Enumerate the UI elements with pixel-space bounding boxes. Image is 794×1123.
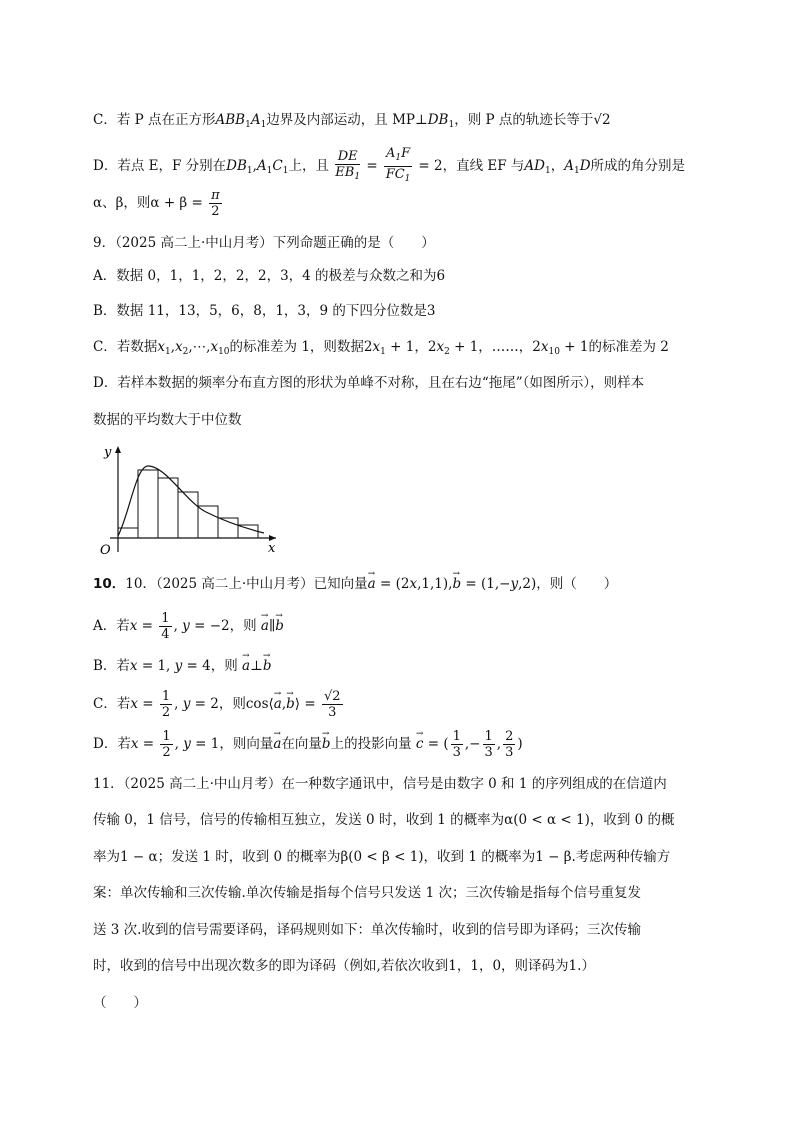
q11-answer-blank: （ ） xyxy=(93,995,147,1011)
q9-option-a: A．数据 0，1，1，2，2，2，3，4 的极差与众数之和为6 xyxy=(93,268,446,284)
q9-option-d-cont: 数据的平均数大于中位数 xyxy=(93,412,242,428)
histogram-x-label: x xyxy=(268,541,276,556)
q9-option-b: B．数据 11，13，5，6，8，1，3，9 的下四分位数是3 xyxy=(93,303,436,319)
q10-option-c: C．若x = $\frac{1}{2}$ , y = 2，则cos⟨→ a,→ b⟩ = $\frac{√2}{3}$ xyxy=(93,688,345,720)
q11-line-6: 时，收到的信号中出现次数多的即为译码（例如,若依次收到1，1，0，则译码为1.） xyxy=(93,958,595,974)
q11-line-5: 送 3 次.收到的信号需要译码，译码规则如下：单次传输时，收到的信号即为译码；三次传输 xyxy=(93,922,641,938)
q8-option-d-cont: α、β，则α + β = $\frac{\pi}{2}$ xyxy=(93,188,220,219)
q10-option-a: A．若x = $\frac{1}{4}$ , y = −2，则 → a∥→ b xyxy=(93,610,284,642)
q11-line-3: 率为1 − α；发送 1 时，收到 0 的概率为β(0 < β < 1)，收到 1 的概率为1 − β.考虑两种传输方 xyxy=(93,849,671,865)
q9-stem: 9．（2025 高二上·中山月考）下列命题正确的是（ ） xyxy=(93,235,435,251)
q11-line-4: 案：单次传输和三次传输.单次传输是指每个信号只发送 1 次；三次传输是指每个信号重复发 xyxy=(93,885,641,901)
q9-option-c: C．若数据$x_1,x_2,\cdots,x_{10}$的标准差为 1，则数据$2x_1 + 1$，$2x_2 + 1$，……，$2x_{10} + 1$的标准差为 2 xyxy=(93,339,669,357)
q11-line-1: 11．（2025 高二上·中山月考）在一种数字通讯中，信号是由数字 0 和 1 的序列组成的在信道内 xyxy=(93,776,667,792)
histogram-origin-label: O xyxy=(100,543,111,558)
q8-option-c: C．若 P 点在正方形$ABB_1A_1$边界及内部运动，且 $MP\perp DB_1$，则 P 点的轨迹长等于√2 xyxy=(93,112,611,130)
q8-option-d: D．若点 E，F 分别在$DB_1,A_1C_1$上，且 $\frac{DE}{EB_1}$ = $\frac{A_1F}{FC_1}$ = 2，直线 EF 与$AD_1$，$A_1D$所成的角分别是 xyxy=(93,146,686,184)
q10-option-b: B．若x = 1, y = 4，则 → a⊥→ b xyxy=(93,656,271,676)
q11-line-2: 传输 0，1 信号，信号的传输相互独立，发送 0 时，收到 1 的概率为α(0 < α < 1)，收到 0 的概 xyxy=(93,812,675,828)
histogram-y-label: y xyxy=(104,445,112,460)
q10-option-d: D．若x = $\frac{1}{2}$ , y = 1，则向量→ a在向量→ b上的投影向量 → c = ( $\frac{1}{3}$ ,− $\frac{1}{3}$ , $\frac{2}{3}$ ) xyxy=(93,728,523,760)
q10-stem: 10．10．（2025 高二上·中山月考）已知向量→ a = (2x,1,1),→ b = (1,−y,2)，则（ ） xyxy=(93,574,617,594)
q9-option-d: D．若样本数据的频率分布直方图的形状为单峰不对称，且在右边“拖尾”（如图所示），则样本 xyxy=(93,375,645,391)
histogram-figure xyxy=(96,442,280,558)
